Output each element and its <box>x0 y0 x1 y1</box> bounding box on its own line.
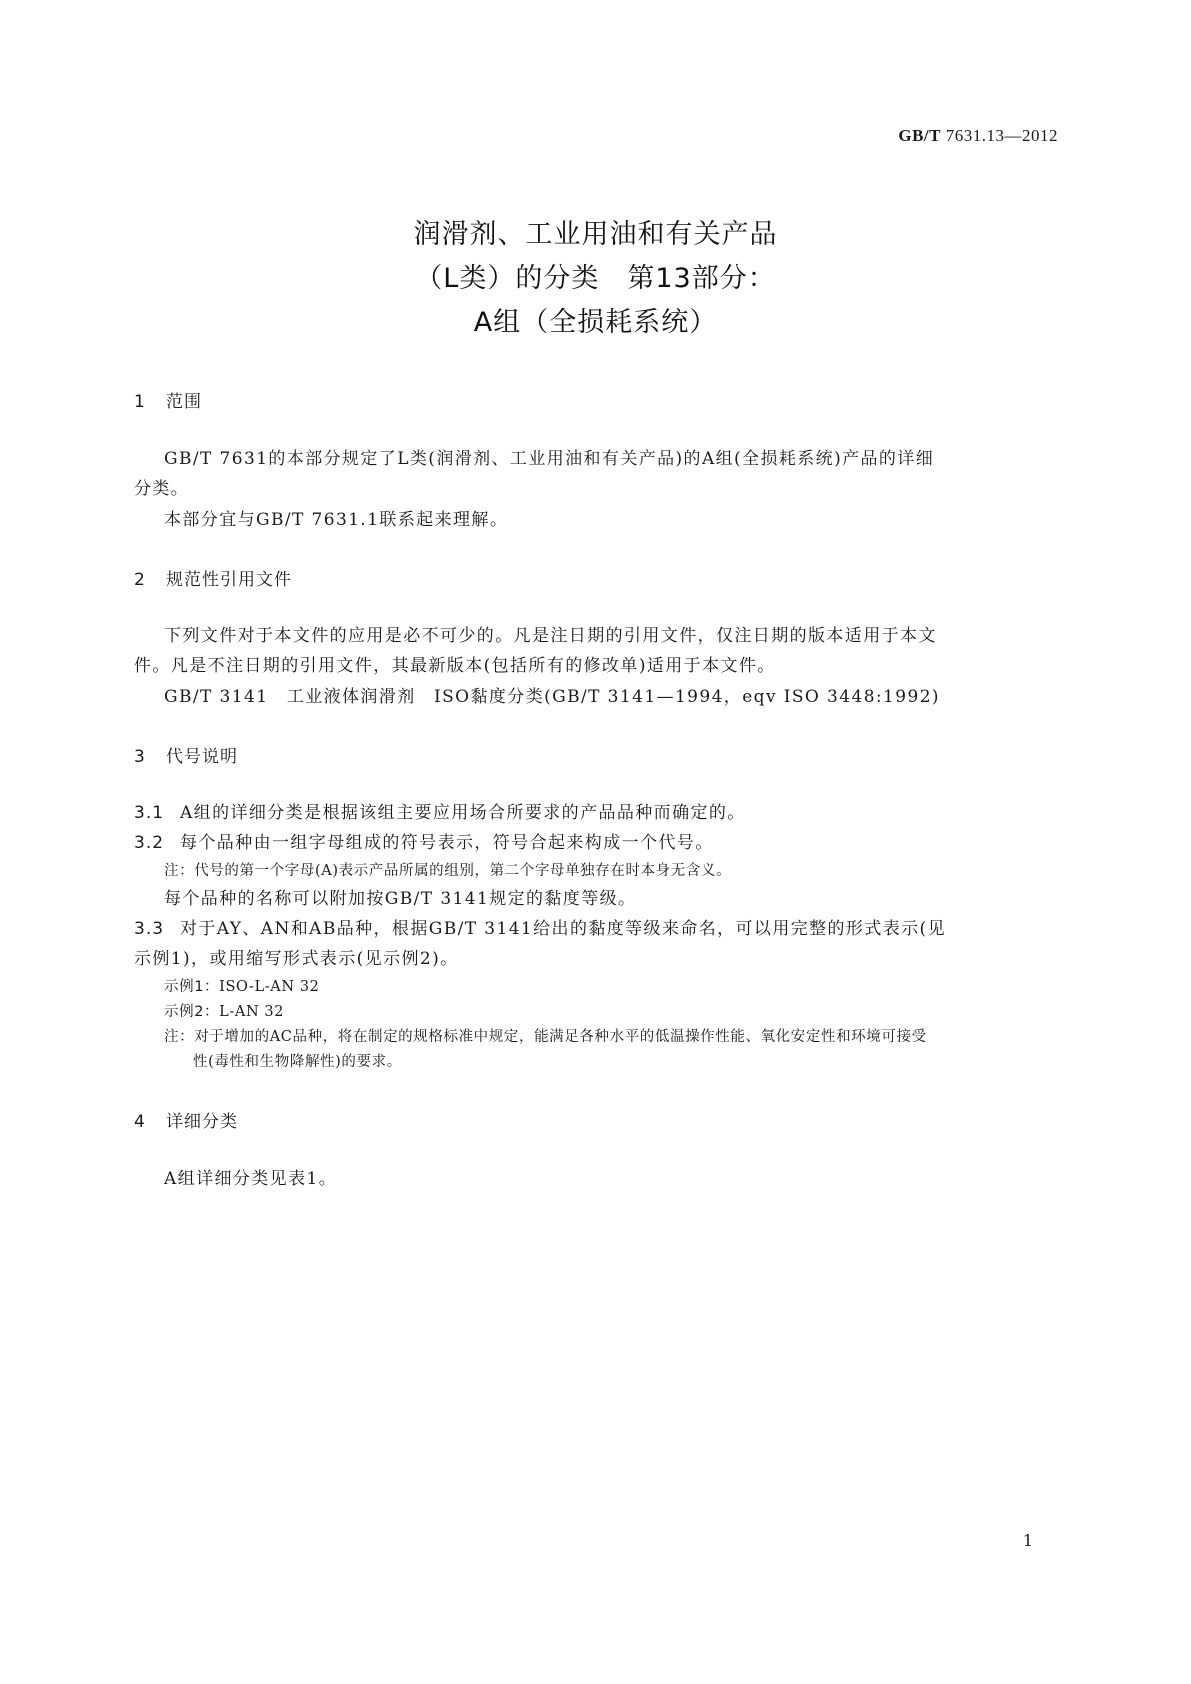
section-1-heading <box>134 387 202 412</box>
clause-text: A组的详细分类是根据该组主要应用场合所要求的产品品种而确定的。 <box>180 803 746 823</box>
section-title: 规范性引用文件 <box>166 570 292 590</box>
title-line-2: （L类）的分类 第13部分： <box>415 263 776 294</box>
note-2 <box>164 1025 927 1046</box>
clause-number: 3.1 <box>134 803 165 823</box>
section-3-heading <box>134 742 238 767</box>
standard-prefix: GB/T <box>898 126 941 145</box>
standard-identifier <box>898 126 1058 146</box>
clause-3-3 <box>134 914 946 939</box>
section-number: 3 <box>134 747 146 767</box>
note-text: 代号的第一个字母(A)表示产品所属的组别，第二个字母单独存在时本身无含义。 <box>194 863 732 879</box>
clause-3-2 <box>134 828 714 853</box>
section-1-paragraph-2: 本部分宜与GB/T 7631.1联系起来理解。 <box>164 510 509 530</box>
clause-text: 对于AY、AN和AB品种，根据GB/T 3141给出的黏度等级来命名，可以用完整的形式表示(见 <box>180 919 946 939</box>
example-text: ISO-L-AN 32 <box>219 979 320 995</box>
title-line-3: A组（全损耗系统） <box>473 307 718 338</box>
clause-3-1 <box>134 798 746 823</box>
example-1 <box>164 975 319 996</box>
title-line-1: 润滑剂、工业用油和有关产品 <box>413 219 778 250</box>
section-title: 代号说明 <box>166 747 238 767</box>
example-label: 示例2： <box>164 1004 220 1020</box>
normative-reference-1: GB/T 3141 工业液体润滑剂 ISO黏度分类(GB/T 3141—1994，eqv ISO 3448:1992) <box>164 687 940 707</box>
section-4-paragraph: A组详细分类见表1。 <box>164 1169 338 1189</box>
note-label: 注： <box>164 863 195 879</box>
section-title: 范围 <box>166 392 202 412</box>
section-number: 4 <box>134 1112 146 1132</box>
clause-text: 每个品种由一组字母组成的符号表示，符号合起来构成一个代号。 <box>180 833 714 853</box>
note-2-line-2: 性(毒性和生物降解性)的要求。 <box>193 1054 402 1070</box>
section-4-heading <box>134 1107 238 1132</box>
example-text: L-AN 32 <box>219 1004 285 1020</box>
section-title: 详细分类 <box>166 1112 238 1132</box>
example-label: 示例1： <box>164 979 220 995</box>
section-number: 1 <box>134 392 146 412</box>
section-1-paragraph-line-2: 分类。 <box>134 479 190 499</box>
clause-3-2-paragraph-2: 每个品种的名称可以附加按GB/T 3141规定的黏度等级。 <box>164 889 637 909</box>
section-2-paragraph-line-1: 下列文件对于本文件的应用是必不可少的。凡是注日期的引用文件，仅注日期的版本适用于本文 <box>164 626 937 646</box>
note-1 <box>164 859 731 880</box>
section-number: 2 <box>134 570 146 590</box>
page-number: 1 <box>1022 1531 1033 1550</box>
section-2-heading <box>134 565 292 590</box>
standard-number: 7631.13—2012 <box>945 126 1058 145</box>
example-2 <box>164 1000 284 1021</box>
clause-3-3-line-2: 示例1)，或用缩写形式表示(见示例2)。 <box>134 949 459 969</box>
note-label: 注： <box>164 1029 195 1045</box>
clause-number: 3.3 <box>134 919 165 939</box>
clause-number: 3.2 <box>134 833 165 853</box>
note-text: 对于增加的AC品种，将在制定的规格标准中规定，能满足各种水平的低温操作性能、氧化安定性和环境可接受 <box>194 1029 927 1045</box>
section-2-paragraph-line-2: 件。凡是不注日期的引用文件，其最新版本(包括所有的修改单)适用于本文件。 <box>134 656 776 676</box>
section-1-paragraph-line-1: GB/T 7631的本部分规定了L类(润滑剂、工业用油和有关产品)的A组(全损耗系统)产品的详细 <box>164 449 935 469</box>
